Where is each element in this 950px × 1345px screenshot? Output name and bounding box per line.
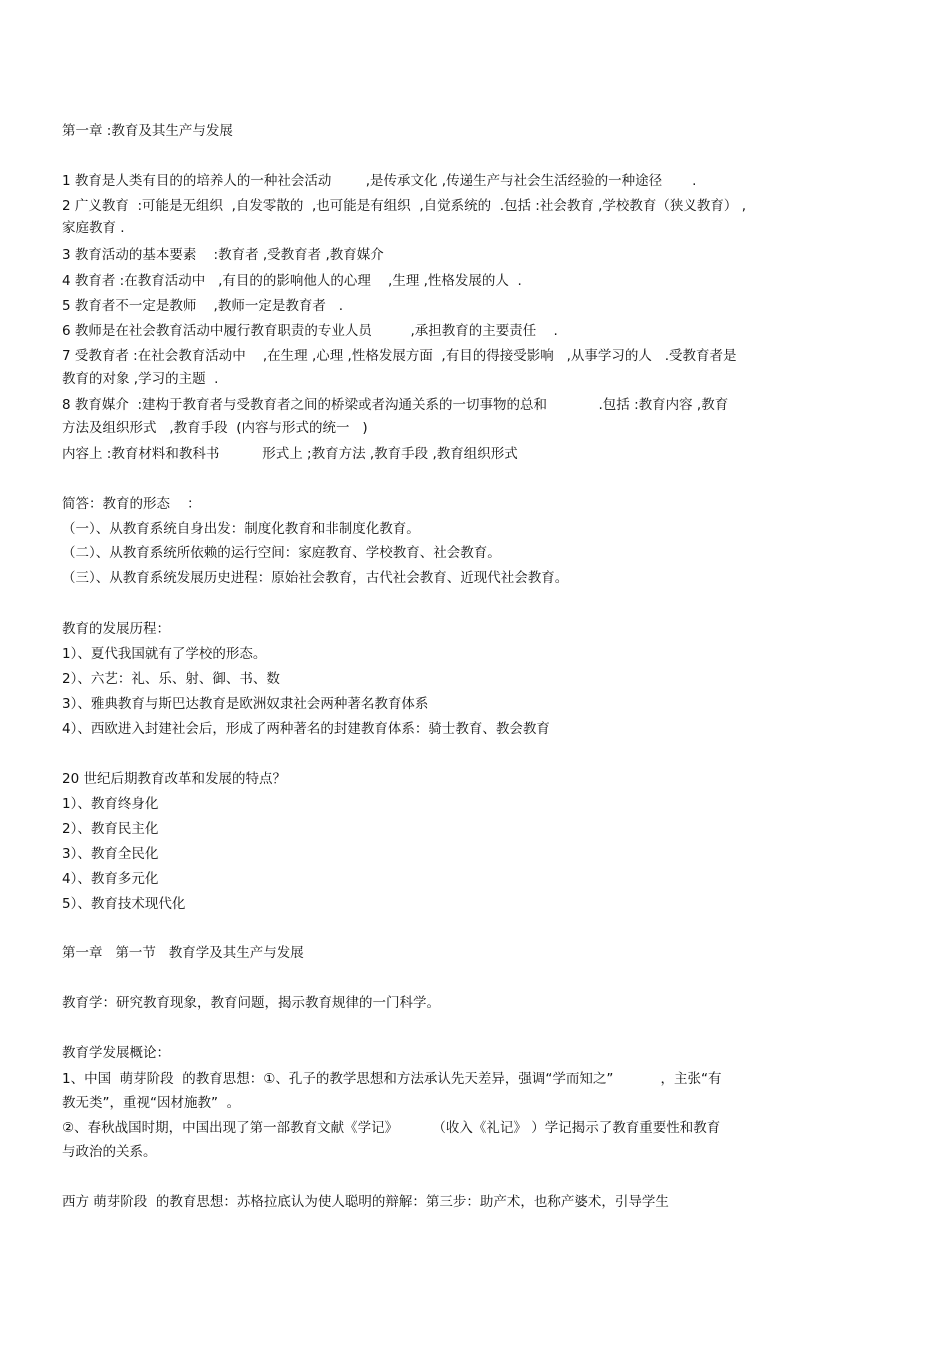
- c20-item: 3）、教育全民化: [62, 846, 159, 862]
- definition-8-cont: 方法及组织形式 ,教育手段 (内容与形式的统一 ): [62, 420, 368, 436]
- definition-3: 3 教育活动的基本要素 :教育者 ,受教育者 ,教育媒介: [62, 247, 384, 263]
- definition-2-cont: 家庭教育 .: [62, 220, 125, 236]
- c20-item: 4）、教育多元化: [62, 871, 159, 887]
- history-item: 2）、六艺：礼、乐、射、御、书、数: [62, 671, 280, 687]
- history-item: 3）、雅典教育与斯巴达教育是欧洲奴隶社会两种著名教育体系: [62, 696, 429, 712]
- definition-7-cont: 教育的对象 ,学习的主题 .: [62, 371, 219, 387]
- history-item: 4）、西欧进入封建社会后，形成了两种著名的封建教育体系：骑士教育、教会教育: [62, 721, 550, 737]
- definition-1: 1 教育是人类有目的的培养人的一种社会活动 ,是传承文化 ,传递生产与社会生活经验的一种途径 .: [62, 173, 697, 189]
- definition-6: 6 教师是在社会教育活动中履行教育职责的专业人员 ,承担教育的主要责任 .: [62, 323, 558, 339]
- definition-4: 4 教育者 :在教育活动中 ,有目的的影响他人的心理 ,生理 ,性格发展的人 .: [62, 273, 522, 289]
- forms-item: （一）、从教育系统自身出发：制度化教育和非制度化教育。: [62, 521, 420, 537]
- overview-line: 1、中国 萌芽阶段 的教育思想：①、孔子的教学思想和方法承认先天差异，强调“学而知之” ，主张“有: [62, 1071, 722, 1087]
- forms-heading: 简答：教育的形态 ：: [62, 496, 201, 512]
- definition-7: 7 受教育者 :在社会教育活动中 ,在生理 ,心理 ,性格发展方面 ,有目的得接受影响 ,从事学习的人 .受教育者是: [62, 348, 737, 364]
- c20-heading: 20 世纪后期教育改革和发展的特点？: [62, 771, 286, 787]
- forms-item: （二）、从教育系统所依赖的运行空间：家庭教育、学校教育、社会教育。: [62, 545, 501, 561]
- overview-line: 与政治的关系。: [62, 1144, 157, 1160]
- overview-line: ②、春秋战国时期，中国出现了第一部教育文献《学记》 （收入《礼记》 ）学记揭示了教育重要性和教育: [62, 1120, 721, 1136]
- history-item: 1）、夏代我国就有了学校的形态。: [62, 646, 267, 662]
- definition-2: 2 广义教育 :可能是无组织 ,自发零散的 ,也可能是有组织 ,自觉系统的 .包括 :社会教育 ,学校教育（狭义教育） ,: [62, 198, 747, 214]
- pedagogy-definition: 教育学：研究教育现象，教育问题，揭示教育规律的一门科学。: [62, 995, 440, 1011]
- c20-item: 2）、教育民主化: [62, 821, 159, 837]
- chapter-title: 第一章 :教育及其生产与发展: [62, 123, 233, 139]
- c20-item: 5）、教育技术现代化: [62, 896, 186, 912]
- c20-item: 1）、教育终身化: [62, 796, 159, 812]
- forms-item: （三）、从教育系统发展历史进程：原始社会教育，古代社会教育、近现代社会教育。: [62, 570, 569, 586]
- history-heading: 教育的发展历程：: [62, 621, 170, 637]
- overview-heading: 教育学发展概论：: [62, 1045, 170, 1061]
- section-title: 第一章 第一节 教育学及其生产与发展: [62, 945, 304, 961]
- overview-line: 教无类”，重视“因材施教” 。: [62, 1095, 241, 1111]
- definition-5: 5 教育者不一定是教师 ,教师一定是教育者 .: [62, 298, 344, 314]
- definition-8: 8 教育媒介 :建构于教育者与受教育者之间的桥梁或者沟通关系的一切事物的总和 .包括 :教育内容 ,教育: [62, 397, 729, 413]
- definition-8-detail: 内容上 :教育材料和教科书 形式上 ;教育方法 ,教育手段 ,教育组织形式: [62, 446, 518, 462]
- overview-line: 西方 萌芽阶段 的教育思想：苏格拉底认为使人聪明的辩解：第三步：助产术，也称产婆术，引导学生: [62, 1194, 669, 1210]
